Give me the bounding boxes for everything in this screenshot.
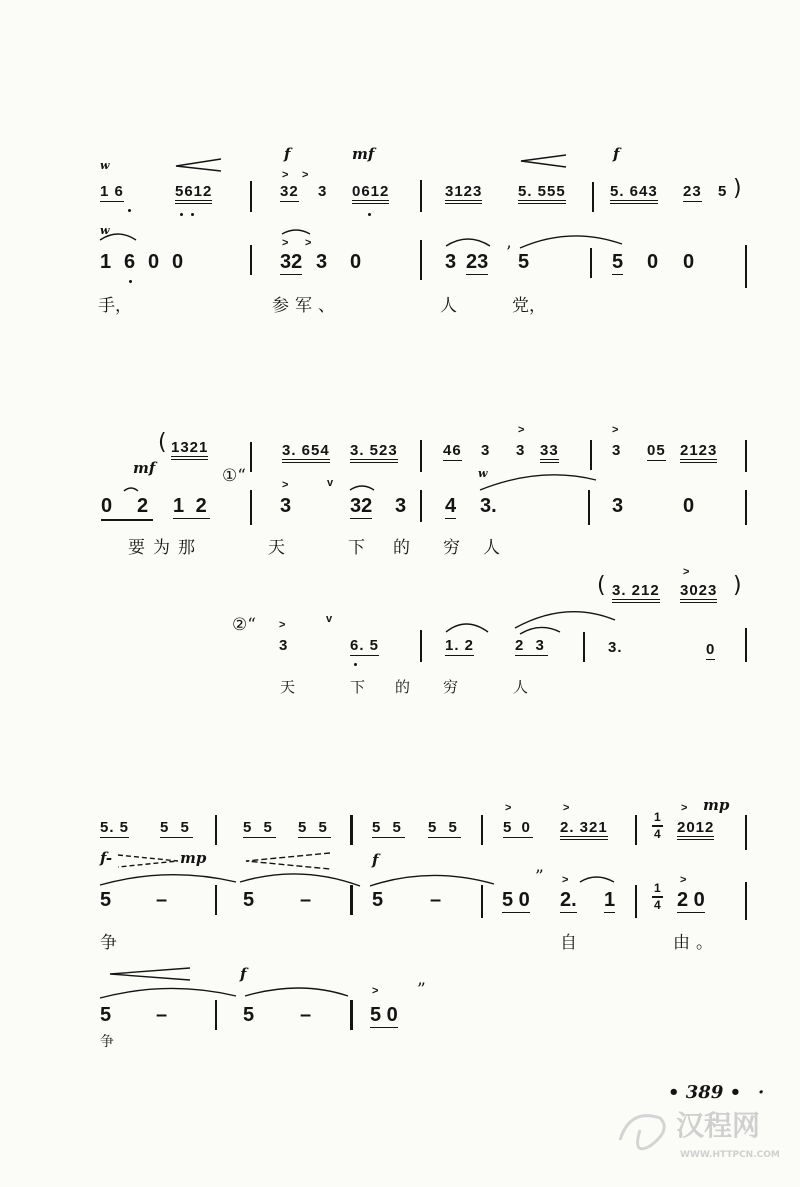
- mordent-mark: w: [100, 159, 110, 172]
- opening-parenthesis: (: [158, 430, 167, 455]
- closing-parenthesis: ): [733, 573, 742, 598]
- barline: [215, 1000, 217, 1030]
- watermark-logo: [620, 1116, 664, 1149]
- barline: [215, 885, 217, 915]
- variant-marker-1: ①“: [222, 466, 246, 486]
- sustain-dash: –: [300, 889, 312, 911]
- upper-note-group: 5. 643: [610, 184, 658, 204]
- lyric: 人: [440, 296, 457, 316]
- barline: [420, 440, 422, 472]
- accent-mark: >: [683, 566, 690, 578]
- upper-note-group: 2. 321: [560, 820, 608, 840]
- accent-mark: >: [302, 169, 309, 181]
- lyric: 争: [100, 933, 117, 953]
- barline: [420, 490, 422, 522]
- lower-note: 5: [243, 889, 255, 911]
- accent-mark: >: [282, 479, 289, 491]
- upper-note-group: 5 5: [243, 819, 276, 836]
- crescendo-hairpin: [176, 159, 221, 171]
- slur: [580, 877, 614, 882]
- barline: [745, 245, 747, 288]
- sustain-dash: –: [300, 1004, 312, 1026]
- mordent-mark: w: [478, 467, 488, 480]
- upper-note-group: 2123: [680, 443, 717, 463]
- crescendo-hairpin: [521, 155, 566, 167]
- barline: [583, 632, 585, 662]
- barline: [745, 628, 747, 662]
- variant-marker-2: ②“: [232, 615, 256, 635]
- low-octave-dot: [180, 213, 183, 216]
- dynamic-mark: f: [240, 965, 247, 983]
- accent-mark: >: [505, 802, 512, 814]
- grace-slur: [124, 488, 138, 491]
- accent-mark: >: [372, 985, 379, 997]
- watermark-url: WWW.HTTPCN.COM: [680, 1150, 780, 1160]
- barline: [745, 882, 747, 920]
- lyric: 的: [395, 678, 411, 696]
- accent-mark: >: [518, 424, 525, 436]
- crescendo-hairpin: [110, 968, 190, 980]
- hold-mark: ”: [417, 980, 426, 1000]
- accent-mark: >: [612, 424, 619, 436]
- upper-note-group: 33: [540, 443, 559, 463]
- lower-note: 5 0: [502, 889, 530, 911]
- slur: [370, 875, 494, 886]
- lyric: 天: [280, 678, 296, 696]
- low-octave-dot: [354, 663, 357, 666]
- closing-parenthesis: ): [733, 176, 742, 201]
- upper-note-group: 23: [683, 183, 702, 200]
- dynamic-mark: f: [613, 145, 620, 163]
- upper-note-group: 5 5: [160, 819, 193, 836]
- crescendo-hairpin: [246, 853, 330, 869]
- opening-parenthesis: (: [597, 573, 606, 598]
- note-group: 3: [279, 637, 289, 654]
- note-group: 2 3: [515, 637, 548, 654]
- mordent-mark: w: [100, 224, 110, 237]
- slur: [480, 475, 596, 490]
- barline: [590, 440, 592, 470]
- lower-note: 5 0: [370, 1004, 398, 1026]
- slur: [515, 612, 615, 628]
- upper-note-group: 2012: [677, 820, 714, 840]
- upper-note-group: 5: [718, 183, 728, 200]
- lower-note: 2 0: [677, 889, 705, 911]
- slur: [446, 624, 488, 632]
- lyric: 穷: [443, 538, 460, 558]
- dynamic-mark: f-: [100, 849, 113, 867]
- lower-note: 5: [243, 1004, 255, 1026]
- lyric: 由。: [673, 933, 719, 953]
- slur: [100, 988, 236, 998]
- lower-note: 6: [124, 251, 136, 273]
- intro-note-group: 1321: [171, 440, 208, 460]
- barline: [481, 815, 483, 845]
- lower-note: 3: [445, 251, 457, 273]
- lower-note: 32: [350, 495, 373, 517]
- time-signature-numerator: 1: [654, 810, 661, 824]
- upper-note-group: 32: [280, 183, 299, 200]
- lower-note: 0: [683, 251, 695, 273]
- lower-note: 0: [683, 495, 695, 517]
- lower-note: 3.: [480, 495, 497, 517]
- lower-note: 3: [316, 251, 328, 273]
- upper-note-group: 3123: [445, 184, 482, 204]
- barline: [745, 490, 747, 525]
- barline: [350, 1000, 353, 1030]
- slur: [245, 988, 348, 996]
- sustain-dash: –: [430, 889, 442, 911]
- upper-note-group: 0612: [352, 184, 389, 204]
- slur: [446, 239, 490, 246]
- upper-note-group: 5 5: [298, 819, 331, 836]
- slur: [350, 486, 374, 490]
- low-octave-dot: [128, 209, 131, 212]
- lyric: 下: [348, 538, 365, 558]
- slur: [282, 230, 310, 234]
- duration-underline: [101, 519, 153, 521]
- barline: [350, 815, 353, 845]
- lyric: 自: [560, 933, 577, 953]
- lyric: 手，: [98, 296, 132, 316]
- dynamic-mark: mf: [133, 459, 156, 477]
- upper-note-group: 46: [443, 442, 462, 459]
- upper-note-group: 5 5: [372, 819, 405, 836]
- lower-note: 0: [647, 251, 659, 273]
- note-group: 6. 5: [350, 637, 380, 654]
- lower-note: 0: [350, 251, 362, 273]
- barline: [420, 180, 422, 212]
- lyric: 下: [350, 678, 366, 696]
- accent-mark: >: [681, 802, 688, 814]
- time-signature-denominator: 4: [654, 827, 661, 841]
- lower-note: 0: [172, 251, 184, 273]
- lyric: 人: [483, 538, 500, 558]
- lower-note: 3: [612, 495, 624, 517]
- lyric: 天: [268, 538, 285, 558]
- breath-v-mark: v: [326, 613, 333, 625]
- barline: [350, 885, 353, 915]
- lower-note: 2: [137, 495, 149, 517]
- barline: [590, 248, 592, 278]
- accent-mark: >: [563, 802, 570, 814]
- upper-note-group: 3: [318, 183, 328, 200]
- upper-note-group: 3: [516, 442, 526, 459]
- lyric: 争: [100, 1034, 114, 1050]
- barline: [745, 440, 747, 472]
- lower-note: 32: [280, 251, 303, 273]
- low-octave-dot: [368, 213, 371, 216]
- lower-note: 5: [612, 251, 624, 273]
- accent-mark: >: [680, 874, 687, 886]
- lower-note: 0: [101, 495, 113, 517]
- upper-note-group: 5. 5: [100, 819, 130, 836]
- barline: [481, 885, 483, 918]
- upper-note-group: 05: [647, 442, 666, 459]
- lower-note: 5: [100, 889, 112, 911]
- note-group: 0: [706, 641, 716, 658]
- page-mark: ·: [758, 1082, 765, 1103]
- time-signature-numerator: 1: [654, 881, 661, 895]
- barline: [588, 490, 590, 525]
- decrescendo-hairpin: [118, 855, 178, 867]
- lower-note: 5: [372, 889, 384, 911]
- watermark-name: 汉程网: [676, 1109, 761, 1142]
- barline: [592, 182, 594, 212]
- breath-mark: ’: [506, 243, 512, 263]
- accent-mark: >: [279, 619, 286, 631]
- lower-note: 4: [445, 495, 457, 517]
- low-octave-dot: [129, 280, 132, 283]
- dynamic-mark: mp: [180, 849, 207, 867]
- upper-note-group: 3. 523: [350, 443, 398, 463]
- lower-note: 2.: [560, 889, 577, 911]
- slur: [100, 875, 236, 885]
- lower-note: 0: [148, 251, 160, 273]
- lyric: 人: [513, 678, 529, 696]
- dynamic-mark: mf: [352, 145, 375, 163]
- dynamic-mark: mp: [703, 796, 730, 814]
- hold-mark: ”: [535, 867, 544, 887]
- intro-note-group: 3. 212: [612, 583, 660, 603]
- barline: [745, 815, 747, 850]
- time-signature-denominator: 4: [654, 898, 661, 912]
- page-number: • 389 •: [668, 1082, 742, 1103]
- upper-note-group: 3. 654: [282, 443, 330, 463]
- upper-note-group: 5 0: [503, 819, 533, 836]
- dynamic-mark: f: [372, 851, 379, 869]
- upper-note-group: 3: [612, 442, 622, 459]
- sustain-dash: –: [156, 889, 168, 911]
- lyric: 参军、: [272, 296, 341, 316]
- lower-note: 23: [466, 251, 489, 273]
- slur: [520, 236, 622, 248]
- upper-note-group: 5612: [175, 184, 212, 204]
- barline: [420, 240, 422, 280]
- barline: [250, 245, 252, 275]
- lower-note: 5: [100, 1004, 112, 1026]
- lyric: 党，: [512, 296, 546, 316]
- low-octave-dot: [191, 213, 194, 216]
- accent-mark: >: [282, 237, 289, 249]
- lower-note: 5: [518, 251, 530, 273]
- lower-note: 3: [395, 495, 407, 517]
- barline: [250, 490, 252, 525]
- upper-note-group: 3: [481, 442, 491, 459]
- barline: [250, 442, 252, 472]
- note-group: 3.: [608, 639, 623, 656]
- upper-note-group: 5 5: [428, 819, 461, 836]
- barline: [250, 181, 252, 212]
- lower-note: 1 2: [173, 495, 210, 517]
- accent-mark: >: [305, 237, 312, 249]
- intro-note-group: 3023: [680, 583, 717, 603]
- sustain-dash: –: [156, 1004, 168, 1026]
- lyric: 要为那: [128, 538, 203, 558]
- note-group: 1. 2: [445, 637, 475, 654]
- accent-mark: >: [282, 169, 289, 181]
- lower-note: 1: [604, 889, 616, 911]
- lower-note: 3: [280, 495, 292, 517]
- accent-mark: >: [562, 874, 569, 886]
- breath-v-mark: v: [327, 477, 334, 489]
- slur: [520, 627, 560, 634]
- lyric: 穷: [443, 678, 459, 696]
- barline: [635, 885, 637, 918]
- dynamic-mark: f: [284, 145, 291, 163]
- lyric: 的: [393, 538, 410, 558]
- lower-note: 1: [100, 251, 112, 273]
- upper-note-group: 1 6: [100, 183, 124, 200]
- upper-note-group: 5. 555: [518, 184, 566, 204]
- barline: [420, 630, 422, 662]
- barline: [215, 815, 217, 845]
- barline: [635, 815, 637, 845]
- slur: [240, 874, 360, 886]
